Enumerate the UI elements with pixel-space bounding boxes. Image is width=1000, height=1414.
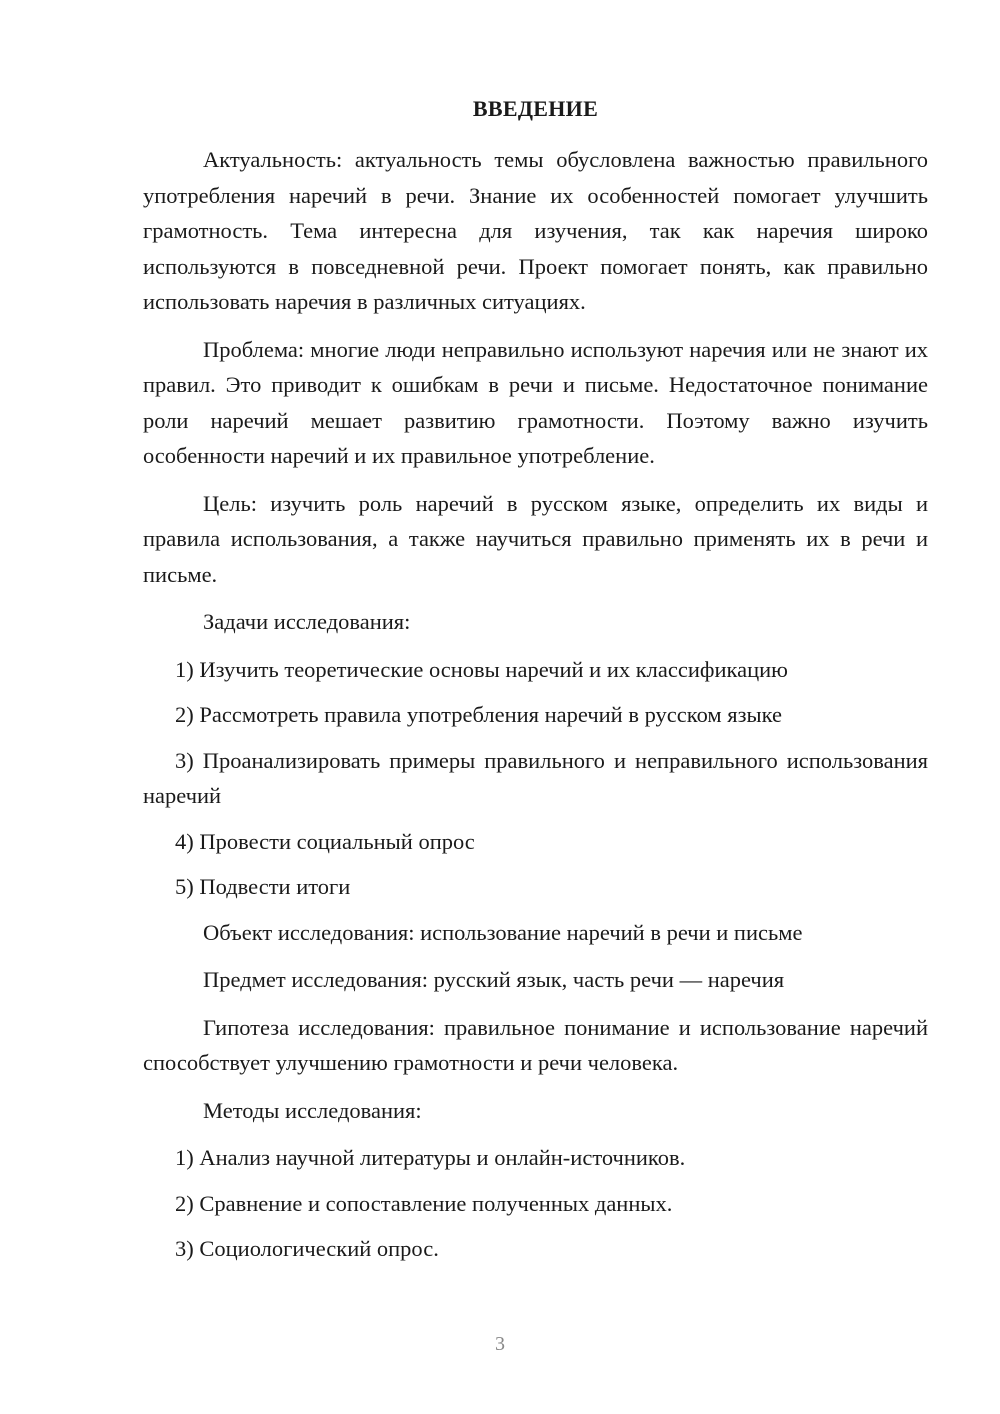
list-item-task-2: 2) Рассмотреть правила употребления наречий в русском языке	[175, 702, 782, 727]
paragraph-relevance: Актуальность: актуальность темы обусловлена важностью правильного употребления наречий в речи. Знание их особенностей помогает улучшить грамотность. Тема интересна для изучения, так как наречия широко используются в повседневной речи. Проект помогает понять, как правильно использовать наречия в различных ситуациях.	[143, 147, 928, 314]
list-item-method-3: 3) Социологический опрос.	[175, 1236, 439, 1261]
paragraph-tasks-heading: Задачи исследования:	[203, 609, 411, 634]
section-title: ВВЕДЕНИЕ	[472, 96, 599, 121]
list-item-method-1: 1) Анализ научной литературы и онлайн-источников.	[175, 1145, 686, 1170]
paragraph-problem: Проблема: многие люди неправильно используют наречия или не знают их правил. Это приводит к ошибкам в речи и письме. Недостаточное понимание роли наречий мешает развитию грамотности. Поэтому важно изучить особенности наречий и их правильное употребление.	[143, 336, 928, 468]
paragraph-methods-heading: Методы исследования:	[203, 1097, 422, 1123]
list-item-task-1: 1) Изучить теоретические основы наречий и их классификацию	[175, 656, 788, 682]
paragraph-hypothesis: Гипотеза исследования: правильное понимание и использование наречий способствует улучшению грамотности и речи человека.	[143, 1014, 928, 1075]
paragraph-subject: Предмет исследования: русский язык, часть речи — наречия	[203, 967, 785, 992]
list-item-task-4: 4) Провести социальный опрос	[175, 828, 475, 854]
paragraph-object: Объект исследования: использование наречий в речи и письме	[203, 919, 803, 945]
list-item-task-5: 5) Подвести итоги	[175, 874, 351, 899]
list-item-method-2: 2) Сравнение и сопоставление полученных данных.	[175, 1190, 673, 1216]
document-body	[143, 142, 928, 1277]
list-item-task-3: 3) Проанализировать примеры правильного и неправильного использования наречий	[143, 747, 928, 808]
page-number: 3	[495, 1333, 505, 1355]
paragraph-goal: Цель: изучить роль наречий в русском языке, определить их виды и правила использования, а также научиться правильно применять их в речи и письме.	[143, 490, 928, 587]
